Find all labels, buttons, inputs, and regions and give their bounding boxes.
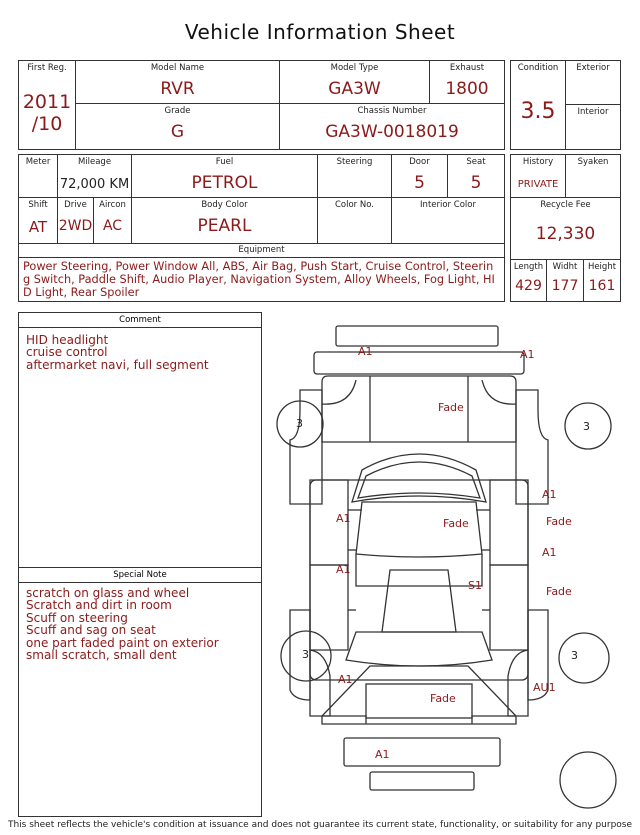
label-roof: Fade: [443, 517, 469, 530]
length-header: Length: [513, 262, 544, 272]
color-no-header: Color No.: [334, 200, 374, 210]
right-quarter-curve: [508, 650, 528, 716]
equipment-line-3: D Light, Rear Spoiler: [23, 286, 140, 299]
fender-right-curve: [482, 380, 516, 404]
drive-value: 2WD: [58, 218, 93, 234]
interior-color-header: Interior Color: [420, 200, 476, 210]
exterior-header: Exterior: [576, 63, 610, 73]
cabin-center: [382, 570, 456, 632]
label-tire-fl: 3: [296, 417, 303, 430]
right-side-panel: [516, 390, 548, 504]
exhaust-value: 1800: [445, 79, 489, 99]
left-quarter-curve: [310, 650, 330, 716]
fender-left-curve: [322, 380, 356, 404]
grade-header: Grade: [164, 106, 191, 116]
grade-value: G: [170, 122, 185, 142]
front-door-right: [490, 480, 528, 565]
label-tire-fr: 3: [583, 420, 590, 433]
drive-cell: [58, 198, 94, 244]
comment-box: [18, 312, 262, 817]
model-name-cell: [76, 60, 280, 104]
recycle-fee-cell: [510, 198, 621, 260]
equipment-line-2: g Switch, Paddle Shift, Audio Player, Navigation System, Alloy Wheels, Fog Light, HI: [23, 273, 495, 286]
width-cell: [547, 260, 584, 302]
aircon-cell: [94, 198, 132, 244]
equipment-cell: [18, 244, 505, 302]
special-note-line: scratch on glass and wheel: [26, 586, 190, 600]
width-header: Widht: [552, 262, 578, 272]
body-color-value: PEARL: [197, 216, 252, 236]
label-tire-rr: 3: [571, 649, 578, 662]
steering-cell: [318, 154, 392, 198]
label-hood: Fade: [438, 401, 464, 414]
special-note-line: Scuff on steering: [26, 610, 128, 625]
label-door-rr-top: A1: [542, 546, 557, 559]
label-front-left-bumper: A1: [358, 345, 373, 358]
body-color-cell: [132, 198, 318, 244]
height-value: 161: [588, 278, 616, 294]
label-door-rl: A1: [336, 563, 351, 576]
model-type-header: Model Type: [330, 63, 379, 73]
comment-line: HID headlight: [26, 333, 109, 347]
syaken-cell: [566, 154, 621, 198]
steering-header: Steering: [336, 157, 373, 167]
rear-door-left: [310, 565, 348, 650]
label-seat: S1: [468, 579, 482, 592]
condition-cell: [510, 60, 566, 150]
first-reg-header: First Reg.: [27, 63, 67, 73]
shift-value: AT: [28, 218, 48, 236]
seat-cell: [448, 154, 505, 198]
interior-color-cell: [392, 198, 505, 244]
seat-value: 5: [470, 173, 482, 193]
rear-light-left: [322, 716, 366, 724]
windshield-shape: [352, 454, 486, 502]
comment-line: cruise control: [26, 345, 108, 360]
trunk-lid-shape: [366, 684, 472, 718]
condition-value: 3.5: [520, 99, 556, 124]
rear-light-right: [472, 716, 516, 724]
model-type-value: GA3W: [328, 79, 381, 99]
special-note-header: Special Note: [19, 567, 261, 583]
shift-header: Shift: [28, 200, 48, 210]
history-header: History: [522, 157, 554, 167]
color-no-cell: [318, 198, 392, 244]
label-front-right-bumper: A1: [520, 348, 535, 361]
label-door-fr: Fade: [546, 515, 572, 528]
condition-header: Condition: [517, 63, 559, 73]
history-cell: [510, 154, 566, 198]
aircon-value: AC: [102, 218, 123, 234]
label-rear-bumper: A1: [375, 748, 390, 761]
car-damage-diagram: [270, 320, 620, 810]
equipment-line-1: Power Steering, Power Window All, ABS, Air Bag, Push Start, Cruise Control, Steerin: [23, 260, 494, 273]
grade-cell: [76, 104, 280, 150]
equipment-header: Equipment: [19, 245, 504, 258]
interior-cell: [566, 105, 621, 150]
recycle-fee-value: 12,330: [535, 224, 596, 244]
length-cell: [510, 260, 547, 302]
spare-tire: [560, 752, 616, 808]
label-quarter-l: A1: [338, 673, 353, 686]
comment-header: Comment: [19, 313, 261, 328]
page-title: Vehicle Information Sheet: [184, 20, 456, 44]
shift-cell: [18, 198, 58, 244]
height-header: Height: [587, 262, 617, 272]
label-fender-r: A1: [542, 488, 557, 501]
width-value: 177: [551, 278, 579, 294]
fuel-cell: [132, 154, 318, 198]
fuel-value: PETROL: [191, 173, 258, 193]
meter-header: Meter: [25, 157, 51, 167]
label-trunk: Fade: [430, 692, 456, 705]
first-reg-cell: [18, 60, 76, 150]
rear-door-right: [490, 565, 528, 650]
height-cell: [584, 260, 621, 302]
special-note-list: [26, 587, 219, 661]
chassis-cell: [280, 104, 505, 150]
label-door-fl: A1: [336, 512, 351, 525]
mileage-value: 72,000 KM: [59, 177, 130, 192]
door-header: Door: [409, 157, 430, 167]
disclaimer-footer: This sheet reflects the vehicle's condition at issuance and does not guarantee its current state, functionality, or suitability for any purpose: [7, 820, 633, 830]
mileage-header: Mileage: [77, 157, 112, 167]
first-reg-month: /10: [31, 113, 63, 135]
label-tire-rl: 3: [302, 648, 309, 661]
door-cell: [392, 154, 448, 198]
comment-line: aftermarket navi, full segment: [26, 357, 209, 372]
hood-shape: [322, 376, 516, 442]
fuel-header: Fuel: [215, 157, 234, 167]
model-name-value: RVR: [160, 79, 195, 99]
history-value: PRIVATE: [517, 179, 559, 190]
special-note-line: one part faded paint on exterior: [26, 635, 219, 650]
special-note-line: small scratch, small dent: [26, 648, 177, 663]
exhaust-header: Exhaust: [449, 63, 485, 73]
rear-bumper-lower: [370, 772, 474, 790]
model-type-cell: [280, 60, 430, 104]
aircon-header: Aircon: [99, 200, 126, 210]
meter-cell: [18, 154, 58, 198]
interior-header: Interior: [577, 107, 609, 117]
label-quarter-r: AU1: [533, 681, 556, 694]
rear-bumper-shape: [344, 738, 500, 766]
chassis-header: Chassis Number: [357, 106, 427, 116]
front-bumper-shape: [336, 326, 498, 346]
length-value: 429: [515, 278, 542, 294]
body-color-header: Body Color: [201, 200, 248, 210]
rear-window-shape: [346, 632, 492, 666]
syaken-header: Syaken: [577, 157, 609, 167]
tire-rear-right: [559, 633, 609, 683]
exhaust-cell: [430, 60, 505, 104]
door-value: 5: [414, 173, 425, 193]
model-name-header: Model Name: [150, 63, 205, 73]
recycle-fee-header: Recycle Fee: [540, 200, 591, 210]
comment-list: [26, 334, 209, 371]
seat-header: Seat: [466, 157, 486, 167]
first-reg-year: 2011: [22, 91, 72, 113]
label-door-rr: Fade: [546, 585, 572, 598]
exterior-cell: [566, 60, 621, 105]
special-note-line: Scuff and sag on seat: [26, 623, 156, 638]
special-note-line: Scratch and dirt in room: [26, 598, 172, 613]
chassis-value: GA3W-0018019: [325, 122, 459, 142]
front-grille-shape: [314, 352, 524, 374]
mileage-cell: [58, 154, 132, 198]
drive-header: Drive: [64, 200, 87, 210]
